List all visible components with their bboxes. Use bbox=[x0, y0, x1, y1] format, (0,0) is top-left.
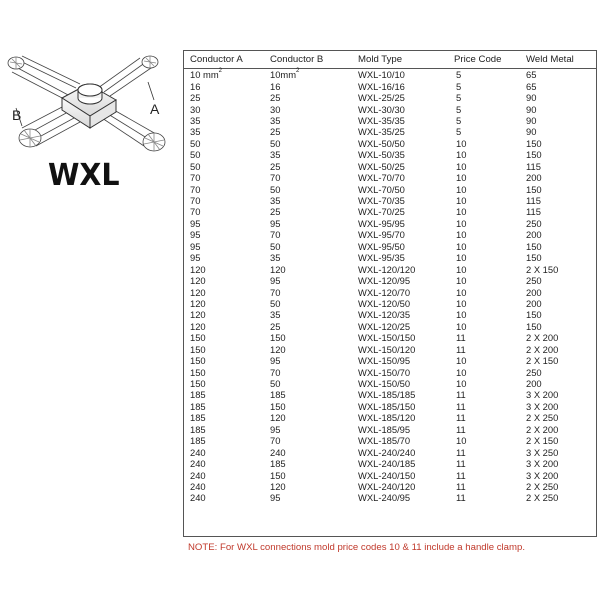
table-row bbox=[184, 309, 596, 320]
cell-price-code: 11 bbox=[456, 343, 466, 355]
table-row bbox=[184, 69, 596, 81]
cell-weld-metal: 2 X 150 bbox=[526, 355, 559, 367]
cell-weld-metal: 90 bbox=[526, 92, 537, 104]
cell-conductor-b: 16 bbox=[270, 80, 281, 92]
cell-price-code: 10 bbox=[456, 309, 467, 321]
cell-conductor-a: 70 bbox=[190, 206, 201, 218]
cell-conductor-a: 50 bbox=[190, 137, 201, 149]
table-row bbox=[184, 424, 596, 435]
cell-price-code: 10 bbox=[456, 366, 467, 378]
table-row bbox=[184, 172, 596, 183]
cell-price-code: 10 bbox=[456, 320, 467, 332]
cell-price-code: 11 bbox=[456, 469, 466, 481]
cell-conductor-a: 120 bbox=[190, 275, 206, 287]
cell-conductor-b: 35 bbox=[270, 252, 281, 264]
cell-conductor-a: 185 bbox=[190, 423, 206, 435]
cell-conductor-a: 95 bbox=[190, 229, 201, 241]
cell-mold-type: WXL-70/25 bbox=[358, 206, 405, 218]
cell-weld-metal: 2 X 150 bbox=[526, 263, 559, 275]
cell-weld-metal: 2 X 250 bbox=[526, 412, 559, 424]
weld-block bbox=[62, 84, 116, 128]
cell-conductor-b: 70 bbox=[270, 286, 281, 298]
spec-table-container bbox=[183, 50, 597, 537]
cell-mold-type: WXL-95/50 bbox=[358, 240, 405, 252]
header-price-code: Price Code bbox=[454, 51, 526, 69]
cell-conductor-b: 95 bbox=[270, 423, 281, 435]
cell-conductor-a: 70 bbox=[190, 195, 201, 207]
cell-weld-metal: 2 X 250 bbox=[526, 492, 559, 504]
cell-price-code: 10 bbox=[456, 286, 467, 298]
cell-conductor-b: 95 bbox=[270, 275, 281, 287]
cell-conductor-b: 25 bbox=[270, 160, 281, 172]
cell-mold-type: WXL-185/120 bbox=[358, 412, 416, 424]
cell-conductor-a: 70 bbox=[190, 183, 201, 195]
table-row bbox=[184, 126, 596, 137]
cell-conductor-a: 95 bbox=[190, 240, 201, 252]
cell-conductor-a: 240 bbox=[190, 480, 206, 492]
cell-mold-type: WXL-120/95 bbox=[358, 275, 411, 287]
table-row bbox=[184, 115, 596, 126]
cell-conductor-b: 150 bbox=[270, 400, 286, 412]
cell-mold-type: WXL-120/25 bbox=[358, 320, 411, 332]
cell-mold-type: WXL-50/35 bbox=[358, 149, 405, 161]
cell-mold-type: WXL-35/25 bbox=[358, 126, 405, 138]
cell-mold-type: WXL-120/35 bbox=[358, 309, 411, 321]
cell-weld-metal: 3 X 200 bbox=[526, 469, 559, 481]
cell-weld-metal: 200 bbox=[526, 378, 542, 390]
cell-weld-metal: 90 bbox=[526, 103, 537, 115]
cell-weld-metal: 2 X 200 bbox=[526, 423, 559, 435]
cell-price-code: 5 bbox=[456, 114, 462, 126]
cell-price-code: 10 bbox=[456, 195, 467, 207]
cell-price-code: 5 bbox=[456, 103, 462, 115]
cell-conductor-a: 185 bbox=[190, 435, 206, 447]
cell-weld-metal: 115 bbox=[526, 160, 541, 172]
cell-price-code: 10 bbox=[456, 217, 467, 229]
cell-weld-metal: 250 bbox=[526, 275, 542, 287]
table-header-row bbox=[184, 51, 596, 69]
cell-conductor-b: 70 bbox=[270, 435, 281, 447]
cell-conductor-b: 50 bbox=[270, 378, 281, 390]
cell-conductor-b: 35 bbox=[270, 114, 281, 126]
cell-weld-metal: 115 bbox=[526, 206, 541, 218]
cell-conductor-b: 50 bbox=[270, 183, 281, 195]
cell-price-code: 10 bbox=[456, 297, 467, 309]
cell-price-code: 10 bbox=[456, 137, 467, 149]
cell-weld-metal: 150 bbox=[526, 320, 542, 332]
cell-price-code: 10 bbox=[456, 240, 467, 252]
cell-price-code: 11 bbox=[456, 400, 466, 412]
table-row bbox=[184, 183, 596, 194]
cell-weld-metal: 2 X 200 bbox=[526, 332, 559, 344]
table-row bbox=[184, 344, 596, 355]
cell-conductor-b: 70 bbox=[270, 229, 281, 241]
cell-conductor-a: 25 bbox=[190, 92, 201, 104]
cell-price-code: 11 bbox=[456, 458, 466, 470]
table-row bbox=[184, 286, 596, 297]
cell-mold-type: WXL-150/150 bbox=[358, 332, 416, 344]
cell-mold-type: WXL-185/150 bbox=[358, 400, 416, 412]
table-row bbox=[184, 321, 596, 332]
cell-mold-type: WXL-70/70 bbox=[358, 172, 405, 184]
cell-conductor-b: 95 bbox=[270, 355, 281, 367]
cell-mold-type: WXL-150/70 bbox=[358, 366, 411, 378]
cell-price-code: 10 bbox=[456, 275, 467, 287]
cell-mold-type: WXL-70/35 bbox=[358, 195, 405, 207]
cell-weld-metal: 200 bbox=[526, 297, 542, 309]
table-row bbox=[184, 412, 596, 423]
cell-conductor-b: 25 bbox=[270, 320, 281, 332]
cell-price-code: 11 bbox=[456, 446, 466, 458]
cell-conductor-b: 120 bbox=[270, 343, 286, 355]
cell-weld-metal: 65 bbox=[526, 69, 537, 81]
cell-weld-metal: 2 X 150 bbox=[526, 435, 559, 447]
cell-conductor-b: 150 bbox=[270, 332, 286, 344]
header-mold-type: Mold Type bbox=[358, 51, 454, 69]
cell-price-code: 10 bbox=[456, 149, 467, 161]
cell-conductor-a: 10 $mm^2$ bbox=[190, 68, 222, 81]
cell-conductor-b: 70 bbox=[270, 366, 281, 378]
cell-conductor-a: 35 bbox=[190, 126, 201, 138]
cell-mold-type: WXL-150/95 bbox=[358, 355, 411, 367]
table-row bbox=[184, 435, 596, 446]
cell-mold-type: WXL-150/50 bbox=[358, 378, 411, 390]
cell-mold-type: WXL-185/95 bbox=[358, 423, 411, 435]
cell-conductor-b: 35 bbox=[270, 309, 281, 321]
cell-conductor-a: 240 bbox=[190, 446, 206, 458]
cell-mold-type: WXL-240/240 bbox=[358, 446, 416, 458]
cell-conductor-a: 95 bbox=[190, 252, 201, 264]
wxl-connection-diagram bbox=[4, 48, 176, 160]
cell-price-code: 11 bbox=[456, 492, 466, 504]
cell-price-code: 11 bbox=[456, 389, 466, 401]
cell-weld-metal: 150 bbox=[526, 240, 542, 252]
cell-conductor-b: 35 bbox=[270, 195, 281, 207]
cell-mold-type: WXL-50/25 bbox=[358, 160, 405, 172]
table-row bbox=[184, 252, 596, 263]
cell-weld-metal: 200 bbox=[526, 286, 542, 298]
label-b: B bbox=[12, 107, 22, 123]
cell-conductor-b: 120 bbox=[270, 263, 286, 275]
table-row bbox=[184, 492, 596, 503]
table-row bbox=[184, 161, 596, 172]
table-body bbox=[184, 69, 596, 504]
cell-conductor-a: 185 bbox=[190, 400, 206, 412]
cable-upper-left bbox=[8, 56, 80, 100]
table-row bbox=[184, 206, 596, 217]
cell-conductor-a: 240 bbox=[190, 469, 206, 481]
cell-price-code: 10 bbox=[456, 172, 467, 184]
cell-conductor-b: 150 bbox=[270, 469, 286, 481]
cell-conductor-a: 35 bbox=[190, 114, 201, 126]
table-row bbox=[184, 80, 596, 91]
cell-price-code: 10 bbox=[456, 435, 467, 447]
cell-weld-metal: 150 bbox=[526, 252, 542, 264]
cell-mold-type: WXL-30/30 bbox=[358, 103, 405, 115]
table-row bbox=[184, 298, 596, 309]
cell-price-code: 11 bbox=[456, 423, 466, 435]
cell-conductor-b: 35 bbox=[270, 149, 281, 161]
cable-upper-right bbox=[98, 56, 158, 96]
cell-conductor-b: 240 bbox=[270, 446, 286, 458]
cell-price-code: 5 bbox=[456, 80, 462, 92]
cell-weld-metal: 250 bbox=[526, 217, 542, 229]
table-row bbox=[184, 389, 596, 400]
cell-weld-metal: 2 X 200 bbox=[526, 343, 559, 355]
cell-weld-metal: 3 X 200 bbox=[526, 389, 559, 401]
cell-conductor-a: 70 bbox=[190, 172, 201, 184]
cell-mold-type: WXL-95/70 bbox=[358, 229, 405, 241]
cell-conductor-b: 120 bbox=[270, 412, 286, 424]
table-row bbox=[184, 263, 596, 274]
cell-weld-metal: 3 X 200 bbox=[526, 400, 559, 412]
table-row bbox=[184, 275, 596, 286]
table-row bbox=[184, 138, 596, 149]
cell-mold-type: WXL-150/120 bbox=[358, 343, 416, 355]
label-a: A bbox=[150, 101, 160, 117]
cell-conductor-a: 240 bbox=[190, 492, 206, 504]
cell-weld-metal: 200 bbox=[526, 172, 542, 184]
cell-conductor-b: 50 bbox=[270, 137, 281, 149]
cell-price-code: 10 bbox=[456, 378, 467, 390]
cell-conductor-a: 50 bbox=[190, 160, 201, 172]
table-row bbox=[184, 378, 596, 389]
footnote: NOTE: For WXL connections mold price codes 10 & 11 include a handle clamp. bbox=[188, 542, 526, 553]
cell-mold-type: WXL-240/150 bbox=[358, 469, 416, 481]
cell-conductor-a: 16 bbox=[190, 80, 201, 92]
cell-weld-metal: 150 bbox=[526, 309, 542, 321]
cell-weld-metal: 115 bbox=[526, 195, 541, 207]
cell-mold-type: WXL-16/16 bbox=[358, 80, 405, 92]
cell-weld-metal: 2 X 250 bbox=[526, 480, 559, 492]
table-row bbox=[184, 481, 596, 492]
cell-conductor-a: 50 bbox=[190, 149, 201, 161]
cell-price-code: 11 bbox=[456, 332, 466, 344]
cell-conductor-a: 120 bbox=[190, 263, 206, 275]
cell-price-code: 10 bbox=[456, 355, 467, 367]
table-row bbox=[184, 446, 596, 457]
table-row bbox=[184, 229, 596, 240]
cell-mold-type: WXL-35/35 bbox=[358, 114, 405, 126]
product-title: WXL bbox=[48, 158, 120, 193]
cell-conductor-b: 50 bbox=[270, 297, 281, 309]
cell-price-code: 11 bbox=[456, 480, 466, 492]
table-row bbox=[184, 366, 596, 377]
cell-conductor-b: $10mm^2$ bbox=[270, 68, 300, 81]
header-conductor-a: Conductor A bbox=[184, 51, 270, 69]
cell-weld-metal: 90 bbox=[526, 114, 537, 126]
cell-mold-type: WXL-10/10 bbox=[358, 69, 405, 81]
cell-conductor-a: 150 bbox=[190, 378, 206, 390]
cell-price-code: 10 bbox=[456, 160, 467, 172]
cell-price-code: 10 bbox=[456, 183, 467, 195]
cell-mold-type: WXL-70/50 bbox=[358, 183, 405, 195]
cell-price-code: 10 bbox=[456, 206, 467, 218]
cell-conductor-b: 120 bbox=[270, 480, 286, 492]
cell-price-code: 5 bbox=[456, 92, 462, 104]
cell-conductor-a: 150 bbox=[190, 343, 206, 355]
spec-table bbox=[184, 51, 596, 504]
cell-mold-type: WXL-185/70 bbox=[358, 435, 411, 447]
cross-connection-drawing bbox=[4, 48, 176, 160]
cell-mold-type: WXL-95/95 bbox=[358, 217, 405, 229]
table-row bbox=[184, 241, 596, 252]
cell-conductor-b: 95 bbox=[270, 492, 281, 504]
table-row bbox=[184, 92, 596, 103]
cell-conductor-b: 95 bbox=[270, 217, 281, 229]
cell-conductor-a: 185 bbox=[190, 412, 206, 424]
cell-conductor-b: 185 bbox=[270, 389, 286, 401]
cell-conductor-a: 185 bbox=[190, 389, 206, 401]
cell-mold-type: WXL-240/95 bbox=[358, 492, 411, 504]
cell-price-code: 10 bbox=[456, 252, 467, 264]
cell-conductor-b: 30 bbox=[270, 103, 281, 115]
table-row bbox=[184, 469, 596, 480]
cell-mold-type: WXL-120/50 bbox=[358, 297, 411, 309]
cell-weld-metal: 200 bbox=[526, 229, 542, 241]
cell-conductor-a: 150 bbox=[190, 355, 206, 367]
cell-mold-type: WXL-240/120 bbox=[358, 480, 416, 492]
cell-mold-type: WXL-95/35 bbox=[358, 252, 405, 264]
cell-price-code: 5 bbox=[456, 126, 462, 138]
cell-conductor-a: 120 bbox=[190, 286, 206, 298]
cell-conductor-b: 185 bbox=[270, 458, 286, 470]
cell-weld-metal: 65 bbox=[526, 80, 537, 92]
cell-weld-metal: 150 bbox=[526, 183, 542, 195]
cell-mold-type: WXL-25/25 bbox=[358, 92, 405, 104]
cell-weld-metal: 250 bbox=[526, 366, 542, 378]
cell-conductor-b: 25 bbox=[270, 206, 281, 218]
cell-mold-type: WXL-185/185 bbox=[358, 389, 416, 401]
table-row bbox=[184, 103, 596, 114]
cell-weld-metal: 90 bbox=[526, 126, 537, 138]
table-row bbox=[184, 332, 596, 343]
header-conductor-b: Conductor B bbox=[270, 51, 358, 69]
cell-conductor-a: 120 bbox=[190, 309, 206, 321]
cell-weld-metal: 3 X 250 bbox=[526, 446, 559, 458]
table-row bbox=[184, 218, 596, 229]
table-row bbox=[184, 195, 596, 206]
table-row bbox=[184, 149, 596, 160]
cell-conductor-a: 150 bbox=[190, 332, 206, 344]
cell-conductor-a: 30 bbox=[190, 103, 201, 115]
cell-price-code: 11 bbox=[456, 412, 466, 424]
cell-conductor-a: 150 bbox=[190, 366, 206, 378]
cell-price-code: 10 bbox=[456, 229, 467, 241]
cell-conductor-a: 240 bbox=[190, 458, 206, 470]
cell-mold-type: WXL-240/185 bbox=[358, 458, 416, 470]
cell-mold-type: WXL-50/50 bbox=[358, 137, 405, 149]
cell-conductor-a: 120 bbox=[190, 320, 206, 332]
table-row bbox=[184, 355, 596, 366]
cell-conductor-b: 70 bbox=[270, 172, 281, 184]
cell-mold-type: WXL-120/70 bbox=[358, 286, 411, 298]
cell-weld-metal: 3 X 200 bbox=[526, 458, 559, 470]
cell-weld-metal: 150 bbox=[526, 149, 542, 161]
cell-conductor-a: 120 bbox=[190, 297, 206, 309]
table-row bbox=[184, 458, 596, 469]
cell-price-code: 5 bbox=[456, 69, 462, 81]
cell-mold-type: WXL-120/120 bbox=[358, 263, 416, 275]
cell-conductor-a: 95 bbox=[190, 217, 201, 229]
header-weld-metal: Weld Metal bbox=[526, 51, 596, 69]
cell-weld-metal: 150 bbox=[526, 137, 542, 149]
cell-conductor-b: 25 bbox=[270, 92, 281, 104]
table-row bbox=[184, 401, 596, 412]
cell-conductor-b: 50 bbox=[270, 240, 281, 252]
cell-conductor-b: 25 bbox=[270, 126, 281, 138]
cell-price-code: 10 bbox=[456, 263, 467, 275]
